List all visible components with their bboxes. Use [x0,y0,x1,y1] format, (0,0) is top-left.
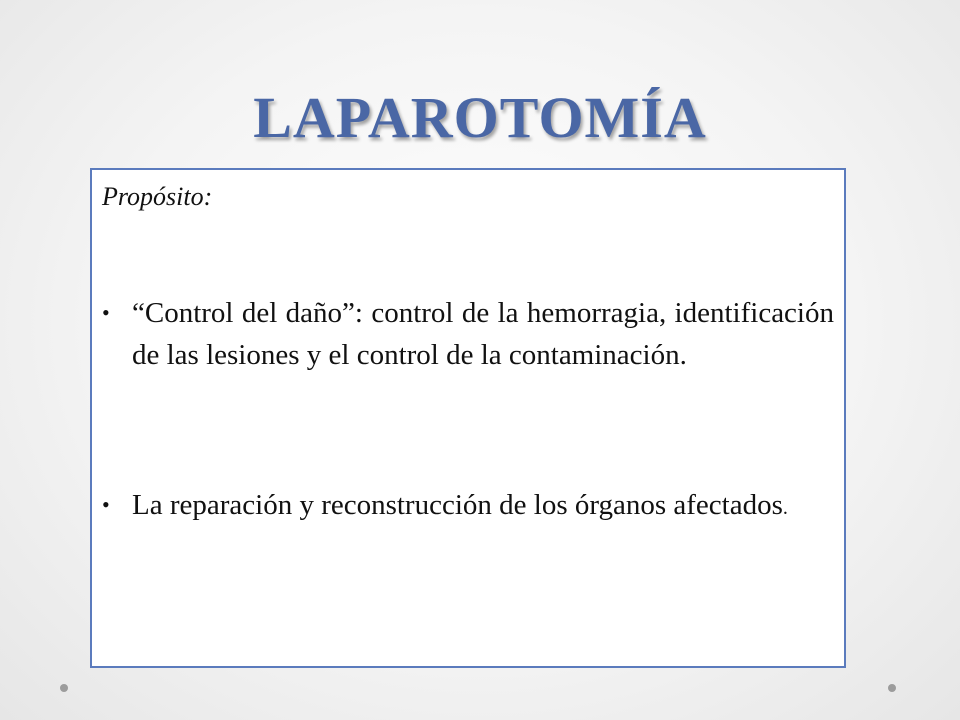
bullet-text: La reparación y reconstrucción de los órganos afectados [132,489,783,521]
bullet-marker: • [102,492,110,517]
corner-dot-right [888,684,896,692]
slide-title: LAPAROTOMÍA [253,85,707,150]
bullet-item [102,484,834,529]
corner-dot-left [60,684,68,692]
bullet-marker: • [102,300,110,325]
bullet-text: “Control del daño”: control de la hemorragia, identificación de las lesiones y el control de la contaminación. [132,297,834,371]
content-box [90,168,846,668]
subtitle-proposito: Propósito: [102,182,213,211]
bullet-item [102,292,834,376]
bullet-trailing-period: . [782,497,788,519]
